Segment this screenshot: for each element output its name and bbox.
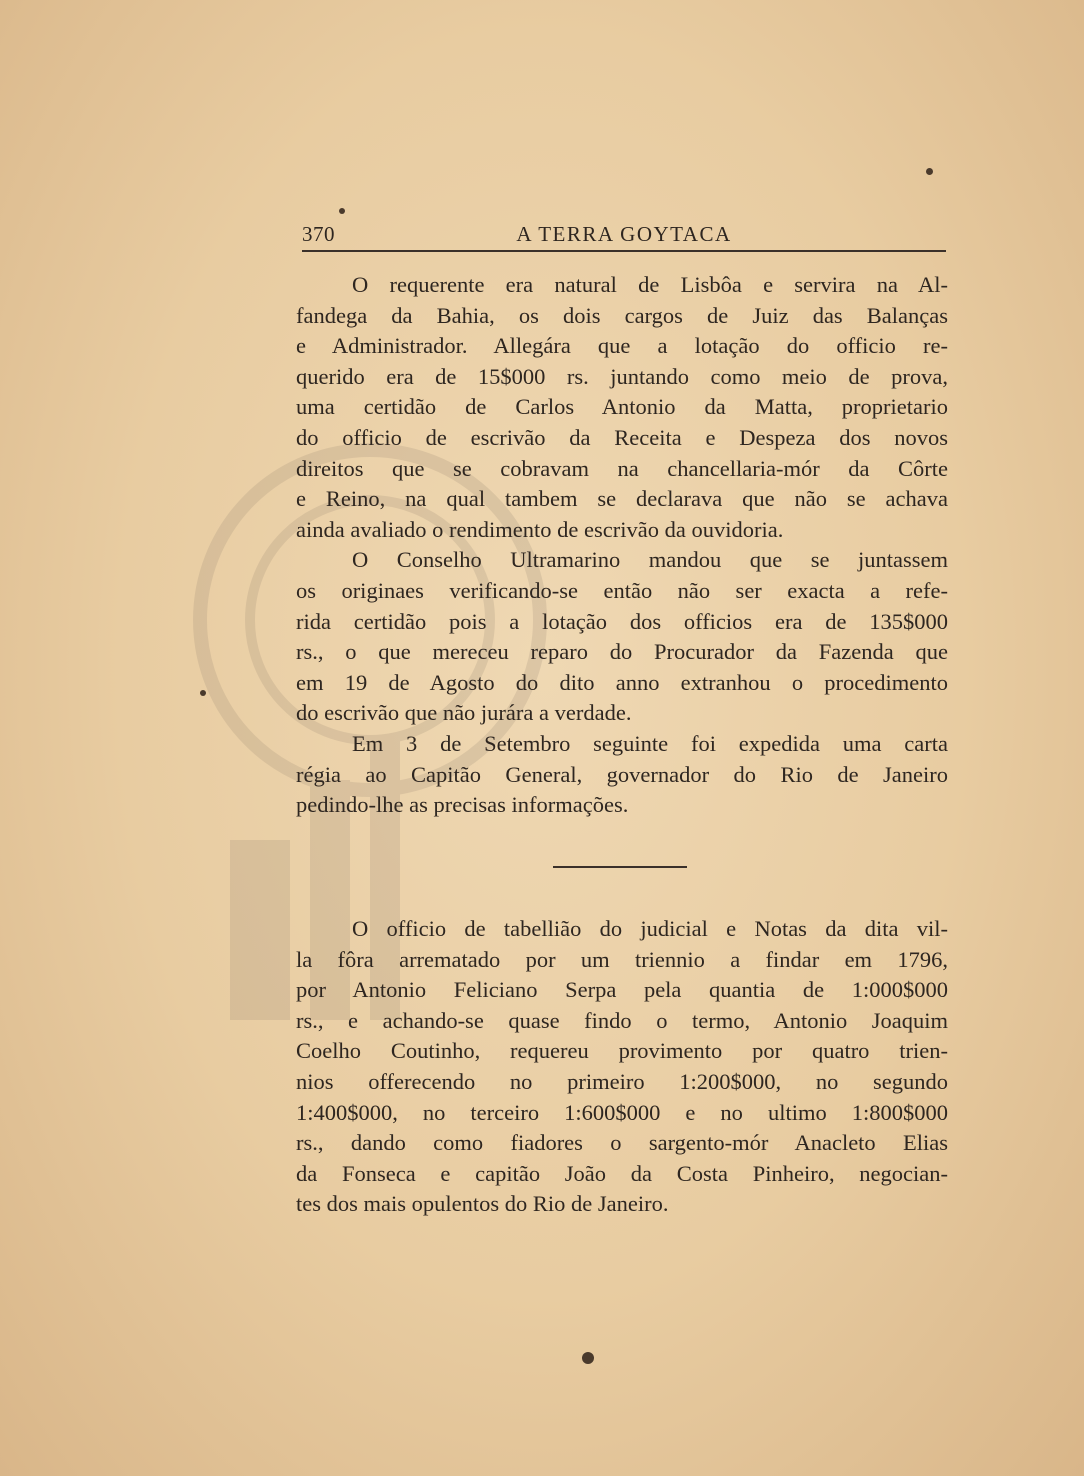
text-line: nios offerecendo no primeiro 1:200$000, no segundo <box>296 1068 948 1094</box>
text-line: da Fonseca e capitão João da Costa Pinheiro, negocian- <box>296 1160 948 1186</box>
text-line: la fôra arrematado por um triennio a findar em 1796, <box>296 946 948 972</box>
text-line: do officio de escrivão da Receita e Despeza dos novos <box>296 424 948 450</box>
text-line: Coelho Coutinho, requereu provimento por quatro trien- <box>296 1038 948 1064</box>
text-line: em 19 de Agosto do dito anno extranhou o procedimento <box>296 669 948 695</box>
text-line: 1:400$000, no terceiro 1:600$000 e no ultimo 1:800$000 <box>296 1099 948 1125</box>
text-line: pedindo-lhe as precisas informações. <box>296 792 629 818</box>
section-separator-rule <box>553 866 687 868</box>
text-line: os originaes verificando-se então não ser exacta a refe- <box>296 577 948 603</box>
text-line: rs., e achando-se quase findo o termo, Antonio Joaquim <box>296 1007 948 1033</box>
text-line: uma certidão de Carlos Antonio da Matta, proprietario <box>296 394 948 420</box>
paper-speck <box>200 690 206 696</box>
running-title: A TERRA GOYTACA <box>516 222 732 246</box>
text-line: e Administrador. Allegára que a lotação do officio re- <box>296 333 948 359</box>
text-line: O Conselho Ultramarino mandou que se juntassem <box>352 547 948 573</box>
text-block-upper <box>296 270 948 821</box>
text-line: rs., o que mereceu reparo do Procurador da Fazenda que <box>296 639 948 665</box>
text-line: O officio de tabellião do judicial e Notas da dita vil- <box>352 916 948 941</box>
running-header <box>302 220 946 252</box>
paper-speck <box>339 208 345 214</box>
text-line: régia ao Capitão General, governador do Rio de Janeiro <box>296 761 948 787</box>
text-line: e Reino, na qual tambem se declarava que não se achava <box>296 486 948 512</box>
text-block-lower <box>296 914 948 1220</box>
text-line: rs., dando como fiadores o sargento-mór Anacleto Elias <box>296 1130 948 1156</box>
text-line: tes dos mais opulentos do Rio de Janeiro. <box>296 1191 669 1217</box>
text-line: do escrivão que não jurára a verdade. <box>296 700 632 726</box>
paper-speck <box>926 168 933 175</box>
page-number: 370 <box>302 222 335 246</box>
text-line: fandega da Bahia, os dois cargos de Juiz das Balanças <box>296 302 948 328</box>
text-line: direitos que se cobravam na chancellaria-mór da Côrte <box>296 455 948 481</box>
text-line: rida certidão pois a lotação dos officios era de 135$000 <box>296 608 948 634</box>
text-line: O requerente era natural de Lisbôa e servira na Al- <box>352 272 948 297</box>
text-line: ainda avaliado o rendimento de escrivão da ouvidoria. <box>296 516 784 542</box>
text-line: por Antonio Feliciano Serpa pela quantia de 1:000$000 <box>296 977 948 1003</box>
text-line: querido era de 15$000 rs. juntando como meio de prova, <box>296 363 948 389</box>
paper-speck <box>582 1352 594 1364</box>
text-line: Em 3 de Setembro seguinte foi expedida uma carta <box>352 730 948 756</box>
